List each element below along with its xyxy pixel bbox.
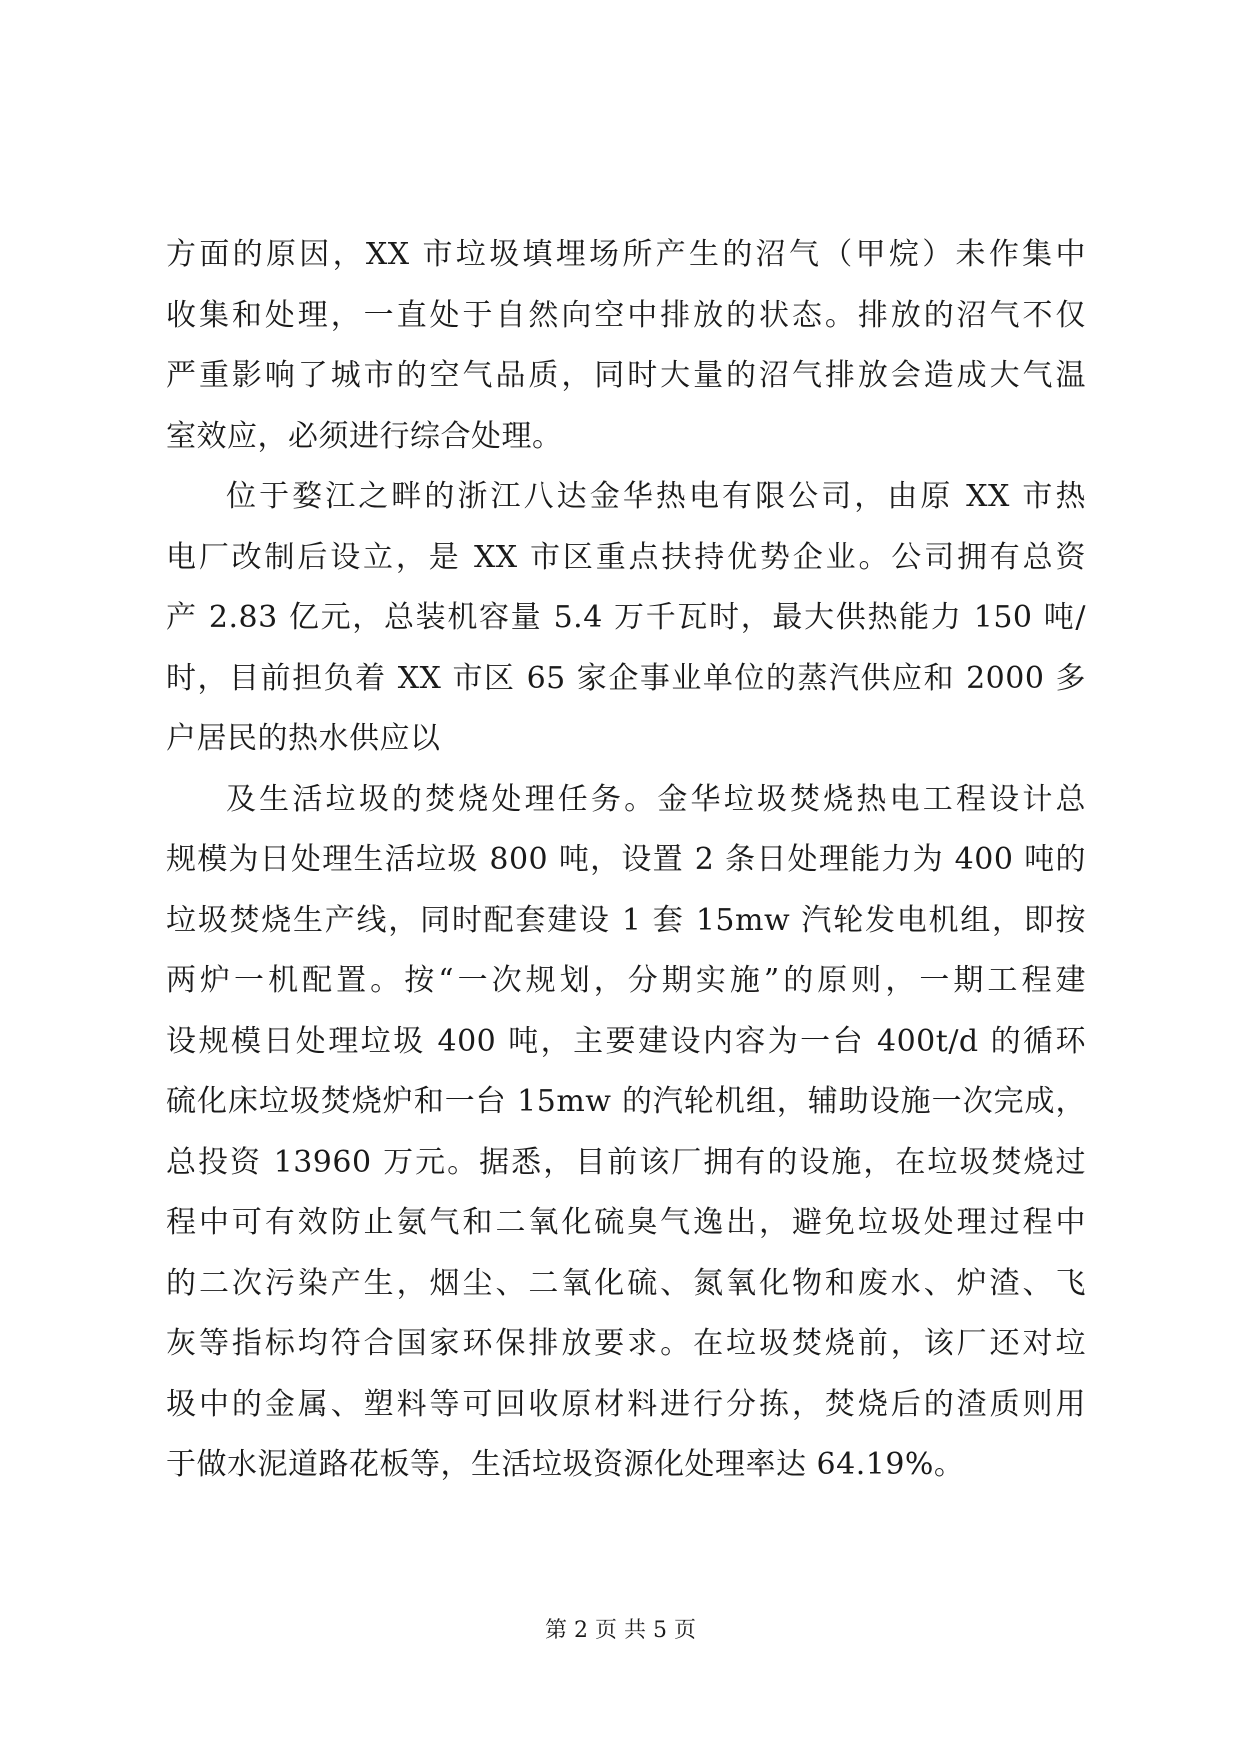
text-line: 室效应，必须进行综合处理。 bbox=[166, 418, 563, 454]
page-number-footer: 第 2 页 共 5 页 bbox=[545, 1618, 696, 1643]
text-line: 规模为日处理生活垃圾 800 吨，设置 2 条日处理能力为 400 吨的 bbox=[166, 842, 1086, 877]
text-line: 严重影响了城市的空气品质，同时大量的沼气排放会造成大气温 bbox=[166, 358, 1086, 393]
text-line: 的二次污染产生，烟尘、二氧化硫、氮氧化物和废水、炉渣、飞 bbox=[166, 1265, 1086, 1301]
text-line: 程中可有效防止氨气和二氧化硫臭气逸出，避免垃圾处理过程中 bbox=[166, 1205, 1086, 1240]
text-line: 垃圾焚烧生产线，同时配套建设 1 套 15mw 汽轮发电机组，即按 bbox=[166, 902, 1086, 938]
text-line: 户居民的热水供应以 bbox=[166, 721, 441, 756]
text-line: 产 2.83 亿元，总装机容量 5.4 万千瓦时，最大供热能力 150 吨/ bbox=[166, 600, 1086, 635]
text-line: 时，目前担负着 XX 市区 65 家企事业单位的蒸汽供应和 2000 多 bbox=[166, 660, 1086, 696]
text-line: 位于婺江之畔的浙江八达金华热电有限公司，由原 XX 市热 bbox=[226, 479, 1086, 514]
text-line: 于做水泥道路花板等，生活垃圾资源化处理率达 64.19%。 bbox=[166, 1447, 965, 1482]
text-line: 总投资 13960 万元。据悉，目前该厂拥有的设施，在垃圾焚烧过 bbox=[166, 1144, 1086, 1180]
text-line: 方面的原因，XX 市垃圾填埋场所产生的沼气（甲烷）未作集中 bbox=[166, 237, 1086, 272]
text-line: 硫化床垃圾焚烧炉和一台 15mw 的汽轮机组，辅助设施一次完成， bbox=[166, 1084, 1086, 1119]
paragraph-2 bbox=[166, 467, 1086, 770]
text-line: 设规模日处理垃圾 400 吨，主要建设内容为一台 400t/d 的循环 bbox=[166, 1023, 1086, 1059]
text-line: 及生活垃圾的焚烧处理任务。金华垃圾焚烧热电工程设计总 bbox=[226, 781, 1086, 817]
text-line: 圾中的金属、塑料等可回收原材料进行分拣，焚烧后的渣质则用 bbox=[166, 1386, 1086, 1422]
paragraph-1 bbox=[166, 225, 1086, 467]
text-line: 灰等指标均符合国家环保排放要求。在垃圾焚烧前，该厂还对垃 bbox=[166, 1326, 1086, 1361]
text-line: 两炉一机配置。按“一次规划，分期实施”的原则，一期工程建 bbox=[166, 963, 1086, 998]
text-line: 收集和处理，一直处于自然向空中排放的状态。排放的沼气不仅 bbox=[166, 297, 1086, 333]
text-line: 电厂改制后设立，是 XX 市区重点扶持优势企业。公司拥有总资 bbox=[166, 539, 1086, 575]
paragraph-3 bbox=[166, 770, 1086, 1496]
body-text bbox=[166, 225, 1086, 1496]
